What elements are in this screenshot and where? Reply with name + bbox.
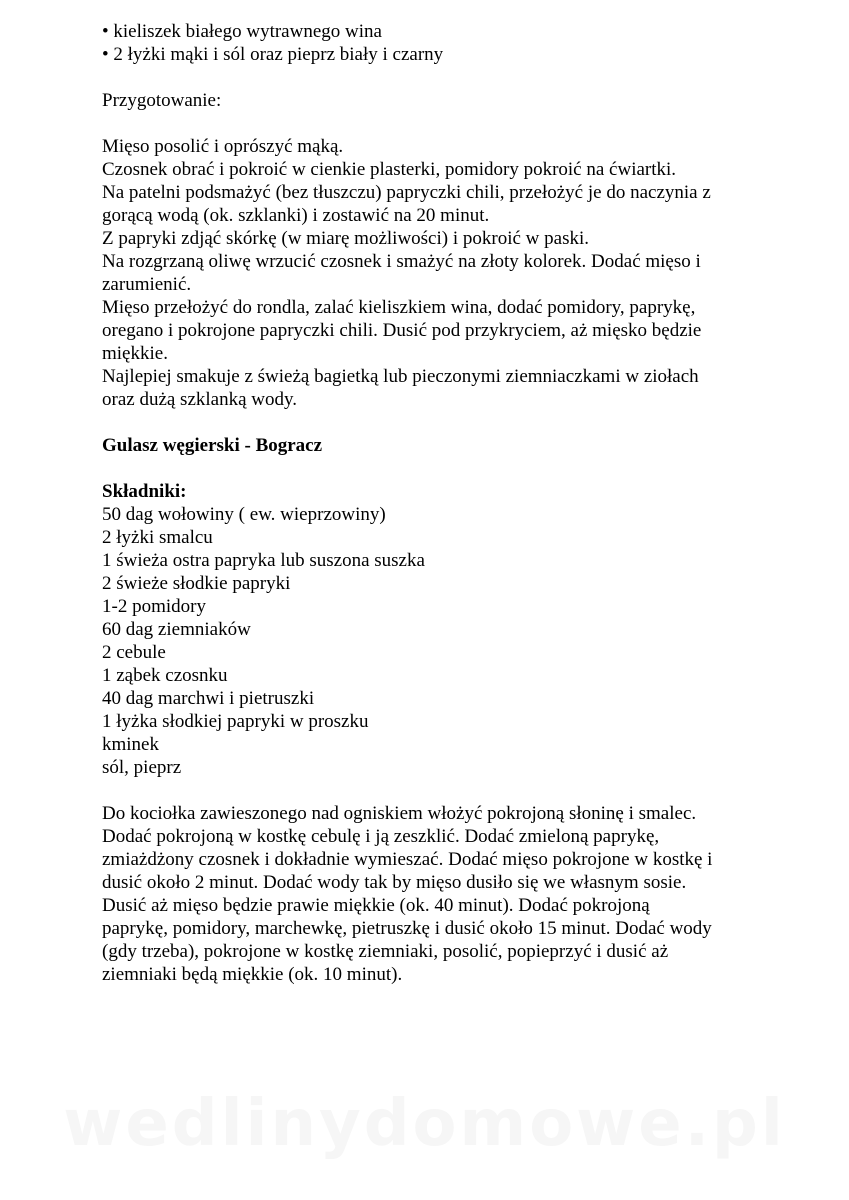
text-line: Na rozgrzaną oliwę wrzucić czosnek i smażyć na złoty kolorek. Dodać mięso i (102, 251, 701, 272)
document-content (102, 20, 782, 986)
spacer (102, 457, 782, 480)
text-line: Czosnek obrać i pokroić w cienkie plasterki, pomidory pokroić na ćwiartki. (102, 159, 677, 180)
text-line: Dodać pokrojoną w kostkę cebulę i ją zeszklić. Dodać zmieloną paprykę, (102, 826, 660, 847)
text-line: zmiażdżony czosnek i dokładnie wymieszać. Dodać mięso pokrojone w kostkę i (102, 849, 713, 870)
ingredient-item: 2 łyżki smalcu (102, 527, 213, 548)
ingredient-item: • kieliszek białego wytrawnego wina (102, 21, 382, 42)
text-line: gorącą wodą (ok. szklanki) i zostawić na 20 minut. (102, 205, 490, 226)
text-line: Dusić aż mięso będzie prawie miękkie (ok. 40 minut). Dodać pokrojoną (102, 895, 650, 916)
text-line: Najlepiej smakuje z świeżą bagietką lub pieczonymi ziemniaczkami w ziołach (102, 366, 699, 387)
text-line: (gdy trzeba), pokrojone w kostkę ziemniaki, posolić, popieprzyć i dusić aż (102, 941, 669, 962)
text-line: Mięso posolić i oprószyć mąką. (102, 136, 344, 157)
spacer (102, 66, 782, 89)
watermark: wedlinydomowe.pl (63, 1087, 786, 1161)
text-line: ziemniaki będą miękkie (ok. 10 minut). (102, 964, 403, 985)
spacer (102, 411, 782, 434)
ingredient-item: 40 dag marchwi i pietruszki (102, 688, 315, 709)
recipe-title: Gulasz węgierski - Bogracz (102, 435, 323, 456)
ingredient-item: 1 świeża ostra papryka lub suszona suszka (102, 550, 425, 571)
ingredient-item: • 2 łyżki mąki i sól oraz pieprz biały i czarny (102, 44, 444, 65)
text-line: Do kociołka zawieszonego nad ogniskiem włożyć pokrojoną słoninę i smalec. (102, 803, 697, 824)
text-line: Mięso przełożyć do rondla, zalać kieliszkiem wina, dodać pomidory, paprykę, (102, 297, 696, 318)
ingredient-item: sól, pieprz (102, 757, 182, 778)
text-line: dusić około 2 minut. Dodać wody tak by mięso dusiło się we własnym sosie. (102, 872, 687, 893)
preparation-text (102, 135, 782, 411)
method-text (102, 802, 782, 986)
spacer (102, 779, 782, 802)
text-line: oregano i pokrojone papryczki chili. Dusić pod przykryciem, aż mięsko będzie (102, 320, 702, 341)
text-line: Na patelni podsmażyć (bez tłuszczu) papryczki chili, przełożyć je do naczynia z (102, 182, 711, 203)
ingredients-list (102, 503, 782, 779)
text-line: miękkie. (102, 343, 168, 364)
preparation-heading: Przygotowanie: (102, 90, 222, 111)
ingredient-item: 2 cebule (102, 642, 166, 663)
text-line: zarumienić. (102, 274, 192, 295)
spacer (102, 112, 782, 135)
ingredient-item: 60 dag ziemniaków (102, 619, 251, 640)
text-line: Z papryki zdjąć skórkę (w miarę możliwości) i pokroić w paski. (102, 228, 589, 249)
ingredient-item: 1 ząbek czosnku (102, 665, 228, 686)
text-line: oraz dużą szklanką wody. (102, 389, 298, 410)
ingredient-item: 50 dag wołowiny ( ew. wieprzowiny) (102, 504, 386, 525)
ingredient-item: kminek (102, 734, 159, 755)
ingredient-item: 1-2 pomidory (102, 596, 206, 617)
ingredient-item: 1 łyżka słodkiej papryki w proszku (102, 711, 369, 732)
ingredients-heading: Składniki: (102, 481, 187, 502)
ingredient-item: 2 świeże słodkie papryki (102, 573, 291, 594)
text-line: paprykę, pomidory, marchewkę, pietruszkę i dusić około 15 minut. Dodać wody (102, 918, 712, 939)
